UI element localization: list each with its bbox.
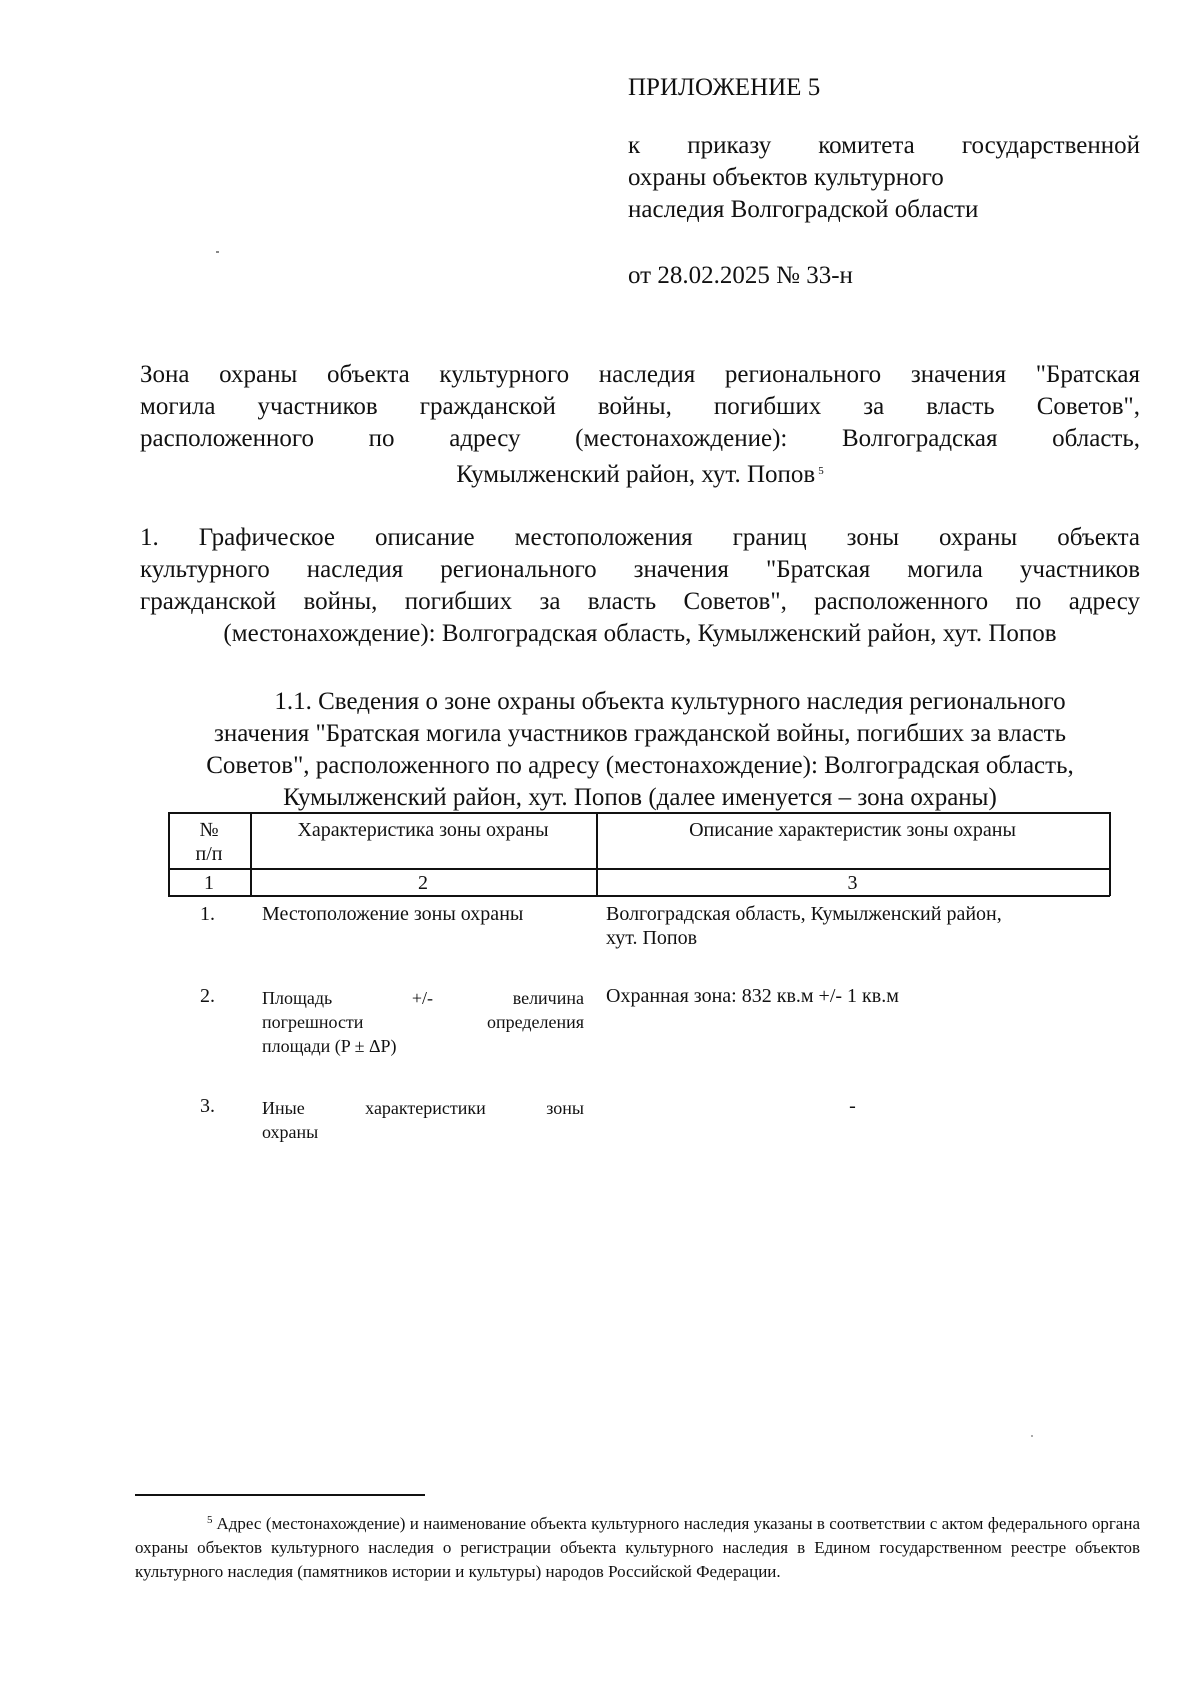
- table-row-number: 2.: [200, 985, 215, 1007]
- table-header-characteristic: Характеристика зоны охраны: [297, 819, 549, 841]
- characteristic-line: площади (P ± ΔP): [262, 1036, 397, 1056]
- appendix-title: ПРИЛОЖЕНИЕ 5: [628, 74, 821, 101]
- subsection-1-1-heading: [140, 686, 1140, 814]
- table-col-number: 3: [847, 872, 858, 894]
- description-line: хут. Попов: [606, 927, 698, 949]
- footnote-number: 5: [207, 1514, 213, 1526]
- characteristic-line: Иные характеристики зоны: [262, 1098, 584, 1118]
- table-row-characteristic: [262, 986, 584, 1058]
- zone-title-line: расположенного по адресу (местонахождение): Волгоградская область,: [140, 425, 1140, 452]
- table-rule-header: [168, 868, 1110, 870]
- subsection-line: значения "Братская могила участников гражданской войны, погибших за власть: [213, 720, 1067, 747]
- section-1-line: гражданской войны, погибших за власть Советов", расположенного по адресу: [140, 588, 1140, 615]
- scan-speck: [216, 251, 219, 253]
- subsection-line: Кумылженский район, хут. Попов (далее именуется – зона охраны): [283, 784, 997, 811]
- description-line: Волгоградская область, Кумылженский район,: [606, 903, 1002, 925]
- order-reference-line: к приказу комитета государственной: [628, 132, 1140, 159]
- table-row-number: 3.: [200, 1095, 215, 1117]
- zone-title: [140, 359, 1140, 491]
- table-header-description: Описание характеристик зоны охраны: [689, 819, 1016, 841]
- table-row-characteristic: Местоположение зоны охраны: [262, 903, 524, 925]
- order-reference-line: наследия Волгоградской области: [628, 196, 979, 223]
- footnote: [135, 1508, 1140, 1584]
- characteristic-line: Площадь +/- величина: [262, 988, 584, 1008]
- table-row-characteristic: [262, 1096, 584, 1144]
- table-col-number: 2: [418, 872, 428, 894]
- table-rule-top: [168, 812, 1110, 814]
- characteristic-line: охраны: [262, 1122, 319, 1142]
- characteristic-line: погрешности определения: [262, 1012, 584, 1032]
- zone-title-line: Зона охраны объекта культурного наследия регионального значения "Братская: [140, 361, 1140, 388]
- order-reference-line: охраны объектов культурного: [628, 164, 944, 191]
- scan-speck: [1031, 1435, 1033, 1437]
- header-text: №: [199, 819, 219, 841]
- zone-title-line: Кумылженский район, хут. Попов: [456, 461, 816, 488]
- table-row-description: Охранная зона: 832 кв.м +/- 1 кв.м: [606, 985, 899, 1007]
- footnote-text: Адрес (местонахождение) и наименование объекта культурного наследия указаны в соответствии с актом федерального органа охраны объектов культурного наследия о регистрации объекта культурного наследия в Едином государственном реестре объектов культурного наследия (памятников истории и культуры) народов Российской Федерации.: [135, 1514, 1140, 1581]
- section-1-line: культурного наследия регионального значения "Братская могила участников: [140, 556, 1140, 583]
- zone-title-last-line: [140, 455, 1140, 491]
- header-text: п/п: [195, 843, 223, 865]
- table-row-description: -: [849, 1095, 856, 1117]
- table-rule-colnums: [168, 895, 1110, 897]
- section-1-line: (местонахождение): Волгоградская область, Кумылженский район, хут. Попов: [223, 620, 1057, 647]
- zone-title-line: могила участников гражданской войны, погибших за власть Советов",: [140, 393, 1140, 420]
- subsection-line: Советов", расположенного по адресу (местонахождение): Волгоградская область,: [206, 752, 1074, 779]
- subsection-line: 1.1. Сведения о зоне охраны объекта культурного наследия регионального: [274, 688, 1066, 715]
- table-row-number: 1.: [200, 903, 215, 925]
- table-row-description: [606, 902, 1106, 950]
- order-date: от 28.02.2025 № 33-н: [628, 262, 853, 289]
- table-vline: [1109, 812, 1111, 896]
- order-reference: [628, 130, 1140, 226]
- section-1-heading: [140, 522, 1140, 650]
- footnote-separator: [135, 1494, 425, 1496]
- footnote-mark: 5: [818, 465, 824, 477]
- section-1-line: 1. Графическое описание местоположения границ зоны охраны объекта: [140, 524, 1140, 551]
- table-col-number: 1: [204, 872, 214, 894]
- table-header-number: [168, 818, 250, 866]
